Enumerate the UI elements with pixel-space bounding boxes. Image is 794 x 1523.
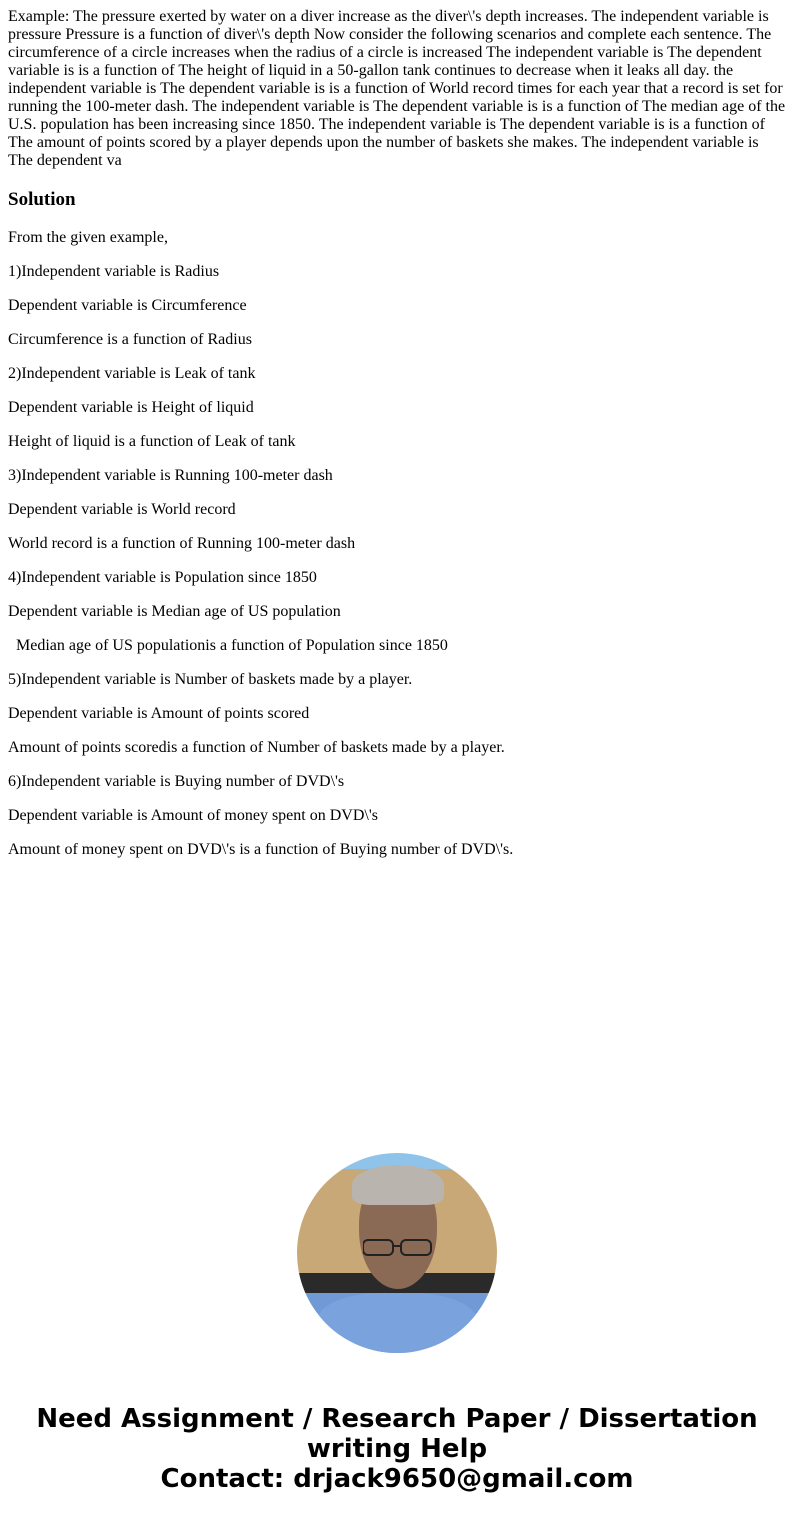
solution-line: Amount of points scoredis a function of Number of baskets made by a player. (8, 739, 505, 756)
footer-help-text: Need Assignment / Research Paper / Dissertation writing Help (36, 1404, 758, 1464)
solution-line: 1)Independent variable is Radius (8, 263, 220, 280)
question-text: Example: The pressure exerted by water on a diver increase as the diver\'s depth increases. The independent variable is pressure Pressure is a function of diver\'s depth Now consider the following scenarios and complete each sentence. The circumference of a circle increases when the radius of a circle is increased The independent variable is The dependent variable is is a function of The height of liquid in a 50-gallon tank continues to decrease when it leaks all day. the independent variable is The dependent variable is is a function of World record times for each year that a record is set for running the 100-meter dash. The independent variable is The dependent variable is is a function of The median age of the U.S. population has been increasing since 1850. The independent variable is The dependent variable is is a function of The amount of points scored by a player depends upon the number of baskets she makes. The independent variable is The dependent va (8, 8, 786, 169)
footer-contact-email: Contact: drjack9650@gmail.com (160, 1464, 634, 1494)
solution-line: Amount of money spent on DVD\'s is a function of Buying number of DVD\'s. (8, 841, 514, 858)
solution-heading: Solution (8, 189, 76, 210)
solution-line: Circumference is a function of Radius (8, 331, 252, 348)
solution-line: Dependent variable is World record (8, 501, 236, 518)
solution-line: 2)Independent variable is Leak of tank (8, 365, 256, 382)
solution-line: Median age of US populationis a function of Population since 1850 (8, 637, 448, 654)
author-avatar (297, 1153, 497, 1353)
solution-line: Dependent variable is Circumference (8, 297, 247, 314)
solution-line: Dependent variable is Amount of money spent on DVD\'s (8, 807, 378, 824)
avatar-shirt (317, 1293, 477, 1353)
solution-line: 3)Independent variable is Running 100-meter dash (8, 467, 333, 484)
solution-line: World record is a function of Running 100-meter dash (8, 535, 356, 552)
solution-body (8, 229, 786, 859)
solution-line: Height of liquid is a function of Leak of tank (8, 433, 296, 450)
solution-line: Dependent variable is Amount of points scored (8, 705, 310, 722)
glasses-icon (363, 1238, 483, 1258)
contact-footer (0, 1404, 794, 1494)
solution-line: 4)Independent variable is Population since 1850 (8, 569, 317, 586)
avatar-hair (352, 1165, 444, 1205)
solution-line: Dependent variable is Height of liquid (8, 399, 254, 416)
solution-line: From the given example, (8, 229, 168, 246)
solution-line: 6)Independent variable is Buying number of DVD\'s (8, 773, 345, 790)
solution-line: Dependent variable is Median age of US population (8, 603, 341, 620)
solution-line: 5)Independent variable is Number of baskets made by a player. (8, 671, 413, 688)
